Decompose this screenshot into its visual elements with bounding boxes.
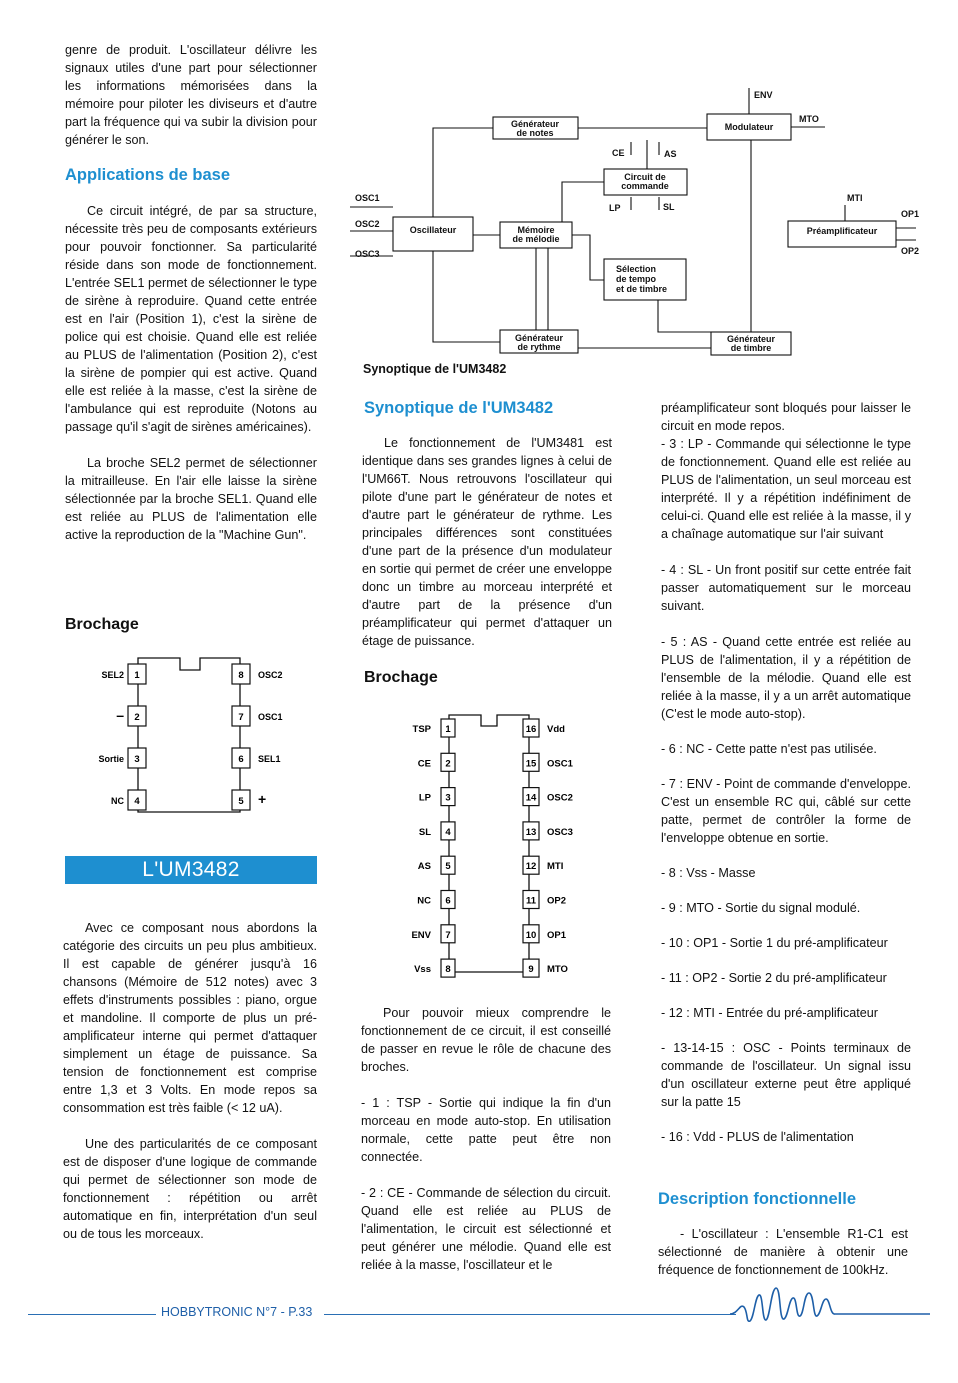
- pin8-label-1: SEL2: [101, 670, 124, 680]
- applications-heading: Applications de base: [65, 166, 231, 184]
- pin16-label-1: TSP: [412, 724, 431, 735]
- intro-paragraph: genre de produit. L'oscillateur délivre les signaux utiles d'une part pour sélectionner les informations mémorisées dans la mémoire pour piloter les diviseurs et d'autre part la fréquence qui va subir la division pour générer le son.: [65, 43, 317, 147]
- pin8-label-5: +: [258, 791, 267, 807]
- pin16-label-13: OSC3: [547, 826, 573, 838]
- description-body: [658, 1225, 908, 1279]
- label-oscillateur: Oscillateur: [409, 225, 457, 235]
- pin8-label-7: OSC1: [258, 712, 283, 722]
- pin16-num-7: 7: [445, 929, 451, 941]
- description-heading: Description fonctionnelle: [658, 1190, 857, 1208]
- column-1: [65, 41, 317, 166]
- pin-3-description: - 3 : LP - Commande qui sélectionne le type de fonctionnement. Quand elle est reliée au PLUS de l'alimentation, un seul morceau est interprété. Il y a répétition indéfiniment de celui-ci. Quand elle est reliée à la masse, il y a chaînage automatique sur l'air suivant: [661, 437, 911, 541]
- pin16-label-7: ENV: [411, 929, 431, 941]
- label-op1: OP1: [901, 209, 920, 219]
- pin-9-description: - 9 : MTO - Sortie du signal modulé.: [661, 901, 861, 915]
- applications-body: [65, 202, 317, 561]
- pin16-label-16: Vdd: [547, 724, 565, 735]
- column-3: [661, 399, 911, 1146]
- pin-16-description: - 16 : Vdd - PLUS de l'alimentation: [661, 1130, 854, 1144]
- pin8-num-5: 5: [238, 796, 244, 807]
- pin16-num-11: 11: [525, 895, 537, 907]
- label-env: ENV: [754, 90, 773, 100]
- um3482-banner: L'UM3482: [65, 856, 317, 884]
- label-op2: OP2: [901, 246, 920, 256]
- column-2-top: [362, 434, 612, 650]
- label-gt-1: Générateur: [726, 334, 776, 344]
- footer-line-right: [324, 1314, 736, 1315]
- label-osc2: OSC2: [355, 219, 380, 229]
- description-paragraph: - L'oscillateur : L'ensemble R1-C1 est sélectionné de manière à obtenir une fréquence de fonctionnement de 100kHz.: [658, 1227, 908, 1277]
- pin8-label-6: SEL1: [258, 754, 281, 764]
- pin16-num-14: 14: [525, 792, 537, 804]
- pin16-num-1: 1: [445, 724, 451, 735]
- synoptique-caption: Synoptique de l'UM3482: [363, 362, 507, 376]
- pin-4-description: - 4 : SL - Un front positif sur cette entrée fait passer automatiquement sur le morceau suivant.: [661, 563, 911, 613]
- label-gen-notes-1: Générateur: [510, 119, 560, 129]
- pin-12-description: - 12 : MTI - Entrée du pré-amplificateur: [661, 1006, 878, 1020]
- pin8-num-2: 2: [134, 712, 140, 723]
- label-memoire-1: Mémoire: [517, 225, 555, 235]
- pin16-num-15: 15: [525, 758, 537, 770]
- pin8-label-8: OSC2: [258, 670, 283, 680]
- pin8-num-8: 8: [238, 670, 244, 681]
- pin16-num-6: 6: [445, 895, 451, 907]
- label-ce: CE: [612, 148, 625, 158]
- pin16-num-5: 5: [445, 861, 451, 873]
- label-gr-1: Générateur: [514, 333, 564, 343]
- pin16-label-11: OP2: [547, 895, 567, 907]
- pin-13-15-description: - 13-14-15 : OSC - Points terminaux de commande de l'oscillateur. Un signal issu d'un oscillateur externe peut être appliqué sur la patte 15: [661, 1041, 911, 1109]
- pin8-label-3: Sortie: [98, 754, 124, 764]
- pin16-num-2: 2: [445, 758, 451, 770]
- label-cc-1: Circuit de: [624, 172, 666, 182]
- label-preampli: Préamplificateur: [806, 226, 878, 236]
- waveform-logo: [730, 1285, 930, 1330]
- pins-intro-paragraph: Pour pouvoir mieux comprendre le fonctionnement de ce circuit, il est conseillé de passer en revue le rôle de chacune des broches.: [361, 1006, 611, 1074]
- label-as: AS: [664, 149, 677, 159]
- label-modulateur: Modulateur: [724, 122, 774, 132]
- label-lp: LP: [609, 203, 621, 213]
- label-gt-2: de timbre: [730, 343, 772, 353]
- pinout-8-diagram: [90, 650, 300, 825]
- pin8-num-3: 3: [134, 754, 140, 765]
- pin-10-description: - 10 : OP1 - Sortie 1 du pré-amplificateur: [661, 936, 888, 950]
- pin8-num-6: 6: [238, 754, 244, 765]
- pin16-label-6: NC: [417, 895, 431, 907]
- brochage-heading-2: Brochage: [364, 669, 438, 686]
- label-sel-1: Sélection: [616, 264, 657, 274]
- synoptique-diagram: [350, 80, 940, 360]
- pin16-num-8: 8: [445, 964, 451, 976]
- pin-6-description: - 6 : NC - Cette patte n'est pas utilisée.: [661, 742, 877, 756]
- pin-2-description: - 2 : CE - Commande de sélection du circuit. Quand elle est reliée au PLUS de l'alimentation, le circuit est sélectionné et peut générer une mélodie. Quand elle est reliée à la masse, l'oscillateur et le: [361, 1186, 611, 1272]
- pin16-num-9: 9: [528, 964, 534, 976]
- pin16-label-8: Vss: [414, 964, 431, 976]
- pin16-num-16: 16: [525, 724, 537, 735]
- column-2-bottom: [361, 1004, 611, 1274]
- label-mti: MTI: [847, 193, 863, 203]
- pin-7-description: - 7 : ENV - Point de commande d'enveloppe. C'est un ensemble RC qui, câblé sur cette patte, permet de contrôler la forme de l'enveloppe obtenue en sortie.: [661, 777, 911, 845]
- pin16-label-15: OSC1: [547, 758, 573, 770]
- pin16-label-9: MTO: [547, 964, 568, 976]
- pin16-num-3: 3: [445, 792, 451, 804]
- synoptique-heading: Synoptique de l'UM3482: [364, 399, 554, 417]
- label-memoire-2: de mélodie: [512, 234, 560, 244]
- pin8-label-2: –: [116, 707, 124, 723]
- pin16-num-12: 12: [525, 861, 537, 873]
- label-osc3: OSC3: [355, 249, 380, 259]
- um3482-paragraph-1: Avec ce composant nous abordons la catégorie des circuits un peu plus ambitieux. Il est capable de générer jusqu'à 16 chansons (Mémoire de 512 notes) avec 3 effets d'instruments possibles : piano, orgue et mandoline. Il comporte de plus un pré-amplificateur interne qui permet d'attaquer simplement un étage de puissance. Sa tension de fonctionnement est comprise entre 1,3 et 3 Volts. En mode repos sa consommation est très faible (< 12 uA).: [63, 921, 317, 1115]
- label-mto: MTO: [799, 114, 819, 124]
- pin16-label-5: AS: [417, 861, 431, 873]
- applications-paragraph-2: La broche SEL2 permet de sélectionner la mitrailleuse. En l'air elle laisse la sirène sélectionnée par la broche SEL1. Quand elle est reliée au PLUS de l'alimentation elle active la reproduction de la "Machine Gun".: [65, 456, 317, 542]
- pin8-label-4: NC: [111, 796, 124, 806]
- pin16-label-4: SL: [418, 826, 431, 838]
- footer-text: HOBBYTRONIC N°7 - P.33: [161, 1305, 313, 1319]
- label-sel-3: et de timbre: [616, 284, 668, 294]
- pinout-16-diagram: [405, 710, 585, 980]
- label-sel-2: de tempo: [616, 274, 657, 284]
- pin-11-description: - 11 : OP2 - Sortie 2 du pré-amplificateur: [661, 971, 887, 985]
- pin-1-description: - 1 : TSP - Sortie qui indique la fin d'un morceau en mode auto-stop. En utilisation normale, cette patte peut être non connectée.: [361, 1096, 611, 1164]
- pin16-label-2: CE: [417, 758, 431, 770]
- applications-paragraph-1: Ce circuit intégré, de par sa structure, nécessite très peu de composants extérieurs pour pouvoir fonctionner. Sa particularité réside dans son mode de fonctionnement. L'entrée SEL1 permet de sélectionner le type de sirène à reproduire. Quand cette entrée est en l'air (Position 1), c'est la sirène de police qui est choisie. Quand elle est reliée au PLUS de l'alimentation (Position 2), c'est la sirène de pompier qui est active. Quand elle est reliée à la masse, c'est la sirène de l'ambulance qui est reproduite (Notons au passage qu'il s'agit de sirènes américaines).: [65, 204, 317, 434]
- label-sl: SL: [663, 202, 675, 212]
- footer-line-left: [28, 1314, 156, 1315]
- pin16-num-10: 10: [525, 929, 537, 941]
- label-cc-2: commande: [621, 181, 669, 191]
- pin8-num-7: 7: [238, 712, 244, 723]
- pin16-num-4: 4: [445, 826, 451, 838]
- pin16-label-14: OSC2: [547, 792, 573, 804]
- pin-8-description: - 8 : Vss - Masse: [661, 866, 756, 880]
- label-gen-notes-2: de notes: [516, 128, 554, 138]
- pin16-num-13: 13: [525, 826, 537, 838]
- label-osc1: OSC1: [355, 193, 380, 203]
- um3482-paragraph-2: Une des particularités de ce composant est de disposer d'une logique de commande qui permet de sélectionner son mode de fonctionnement : répétition ou arrêt automatique en fin, interprétation d'un seul ou de tous les morceaux.: [63, 1137, 317, 1241]
- synoptique-paragraph: Le fonctionnement de l'UM3481 est identique dans ses grandes lignes à celui de l'UM66T. Nous retrouvons l'oscillateur qui pilote d'une part le générateur de notes et d'autre part le générateur de rythme. Les principales différences sont constituées d'une part de la présence d'un modulateur en sortie qui permet de créer une enveloppe donc un timbre au morceau interprété et d'autre part de la présence d'un préamplificateur qui permet d'attaquer un étage de puissance.: [362, 436, 612, 648]
- pin-5-description: - 5 : AS - Quand cette entrée est reliée au PLUS de l'alimentation, il y a répétition de l'ensemble de la mélodie. Quand elle est reliée à la masse, il y a un arrêt automatique (C'est le mode auto-stop).: [661, 635, 911, 721]
- pin8-num-4: 4: [134, 796, 140, 807]
- pin8-num-1: 1: [134, 670, 140, 681]
- pin16-label-12: MTI: [547, 861, 564, 873]
- um3482-body: [63, 919, 317, 1243]
- pin16-label-3: LP: [418, 792, 431, 804]
- label-gr-2: de rythme: [517, 342, 561, 352]
- pin16-label-10: OP1: [547, 929, 567, 941]
- brochage-heading-1: Brochage: [65, 616, 139, 633]
- col3-continuation: préamplificateur sont bloqués pour laisser le circuit en mode repos.: [661, 401, 911, 433]
